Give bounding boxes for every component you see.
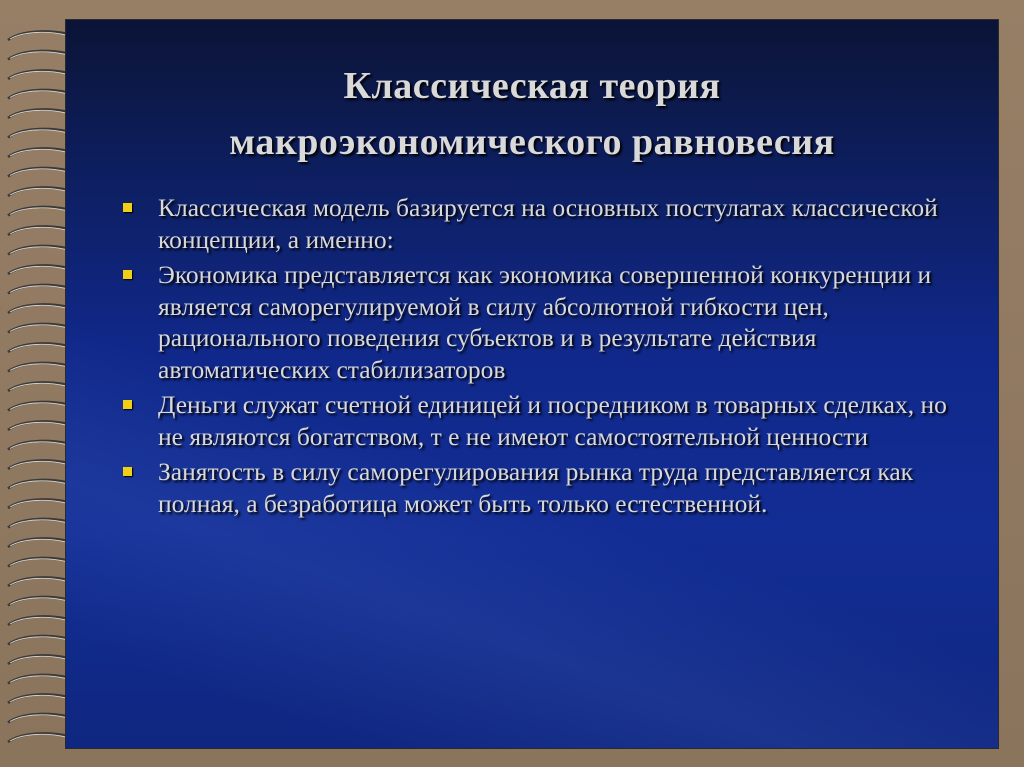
bullet-text: Занятость в силу саморегулирования рынка труда представляется как полная, а безработица может быть только естественной. — [158, 457, 914, 518]
bullet-text: Экономика представляется как экономика совершенной конкуренции и является саморегулируемой в силу абсолютной гибкости цен, рационального поведения субъектов и в результате действия автоматических стабилизаторов — [158, 260, 932, 384]
spiral-coil-highlight — [10, 110, 66, 117]
spiral-coil-highlight — [10, 266, 66, 273]
spiral-coil-highlight — [10, 364, 66, 371]
spiral-coil-highlight — [10, 286, 66, 293]
bullet-item — [122, 456, 962, 519]
spiral-coil-highlight — [10, 422, 66, 429]
spiral-coil-highlight — [10, 520, 66, 527]
square-bullet-icon — [123, 203, 132, 212]
square-bullet-icon — [123, 400, 132, 409]
spiral-coil-highlight — [10, 715, 66, 722]
spiral-coil-highlight — [10, 481, 66, 488]
spiral-coil-highlight — [10, 383, 66, 390]
spiral-coil-highlight — [10, 227, 66, 234]
spiral-coil-highlight — [10, 734, 66, 741]
spiral-coil-highlight — [10, 539, 66, 546]
spiral-coil-highlight — [10, 91, 66, 98]
spiral-coil-highlight — [10, 617, 66, 624]
spiral-coil-highlight — [10, 169, 66, 176]
title-line-1: Классическая теория — [343, 65, 721, 107]
spiral-coil-highlight — [10, 559, 66, 566]
spiral-coil-highlight — [10, 344, 66, 351]
spiral-coil-highlight — [10, 149, 66, 156]
bullet-item — [122, 389, 962, 452]
spiral-coil-highlight — [10, 442, 66, 449]
title-line-2: макроэкономического равновесия — [229, 121, 835, 163]
spiral-coil-highlight — [10, 247, 66, 254]
spiral-coil-highlight — [10, 52, 66, 59]
spiral-coil-highlight — [10, 130, 66, 137]
spiral-coil-highlight — [10, 71, 66, 78]
bullet-item — [122, 192, 962, 255]
spiral-coil-highlight — [10, 208, 66, 215]
spiral-coil-highlight — [10, 403, 66, 410]
spiral-coil-highlight — [10, 325, 66, 332]
slide — [66, 20, 998, 748]
spiral-coil-highlight — [10, 676, 66, 683]
bullet-text: Классическая модель базируется на основных постулатах классической концепции, а именно: — [158, 193, 938, 254]
spiral-coil-highlight — [10, 695, 66, 702]
spiral-coil-highlight — [10, 188, 66, 195]
spiral-coil-highlight — [10, 305, 66, 312]
slide-title — [66, 58, 998, 170]
notebook-spiral-icon — [0, 14, 70, 754]
spiral-coil-highlight — [10, 598, 66, 605]
bullet-text: Деньги служат счетной единицей и посредником в товарных сделках, но не являются богатством, т е не имеют самостоятельной ценности — [158, 390, 947, 451]
spiral-coil-highlight — [10, 656, 66, 663]
square-bullet-icon — [123, 467, 132, 476]
spiral-coil-highlight — [10, 461, 66, 468]
bullet-list — [122, 192, 962, 523]
spiral-coil-highlight — [10, 637, 66, 644]
square-bullet-icon — [123, 270, 132, 279]
bullet-item — [122, 259, 962, 385]
spiral-coil-highlight — [10, 500, 66, 507]
spiral-coil-highlight — [10, 578, 66, 585]
spiral-coil-highlight — [10, 32, 66, 39]
